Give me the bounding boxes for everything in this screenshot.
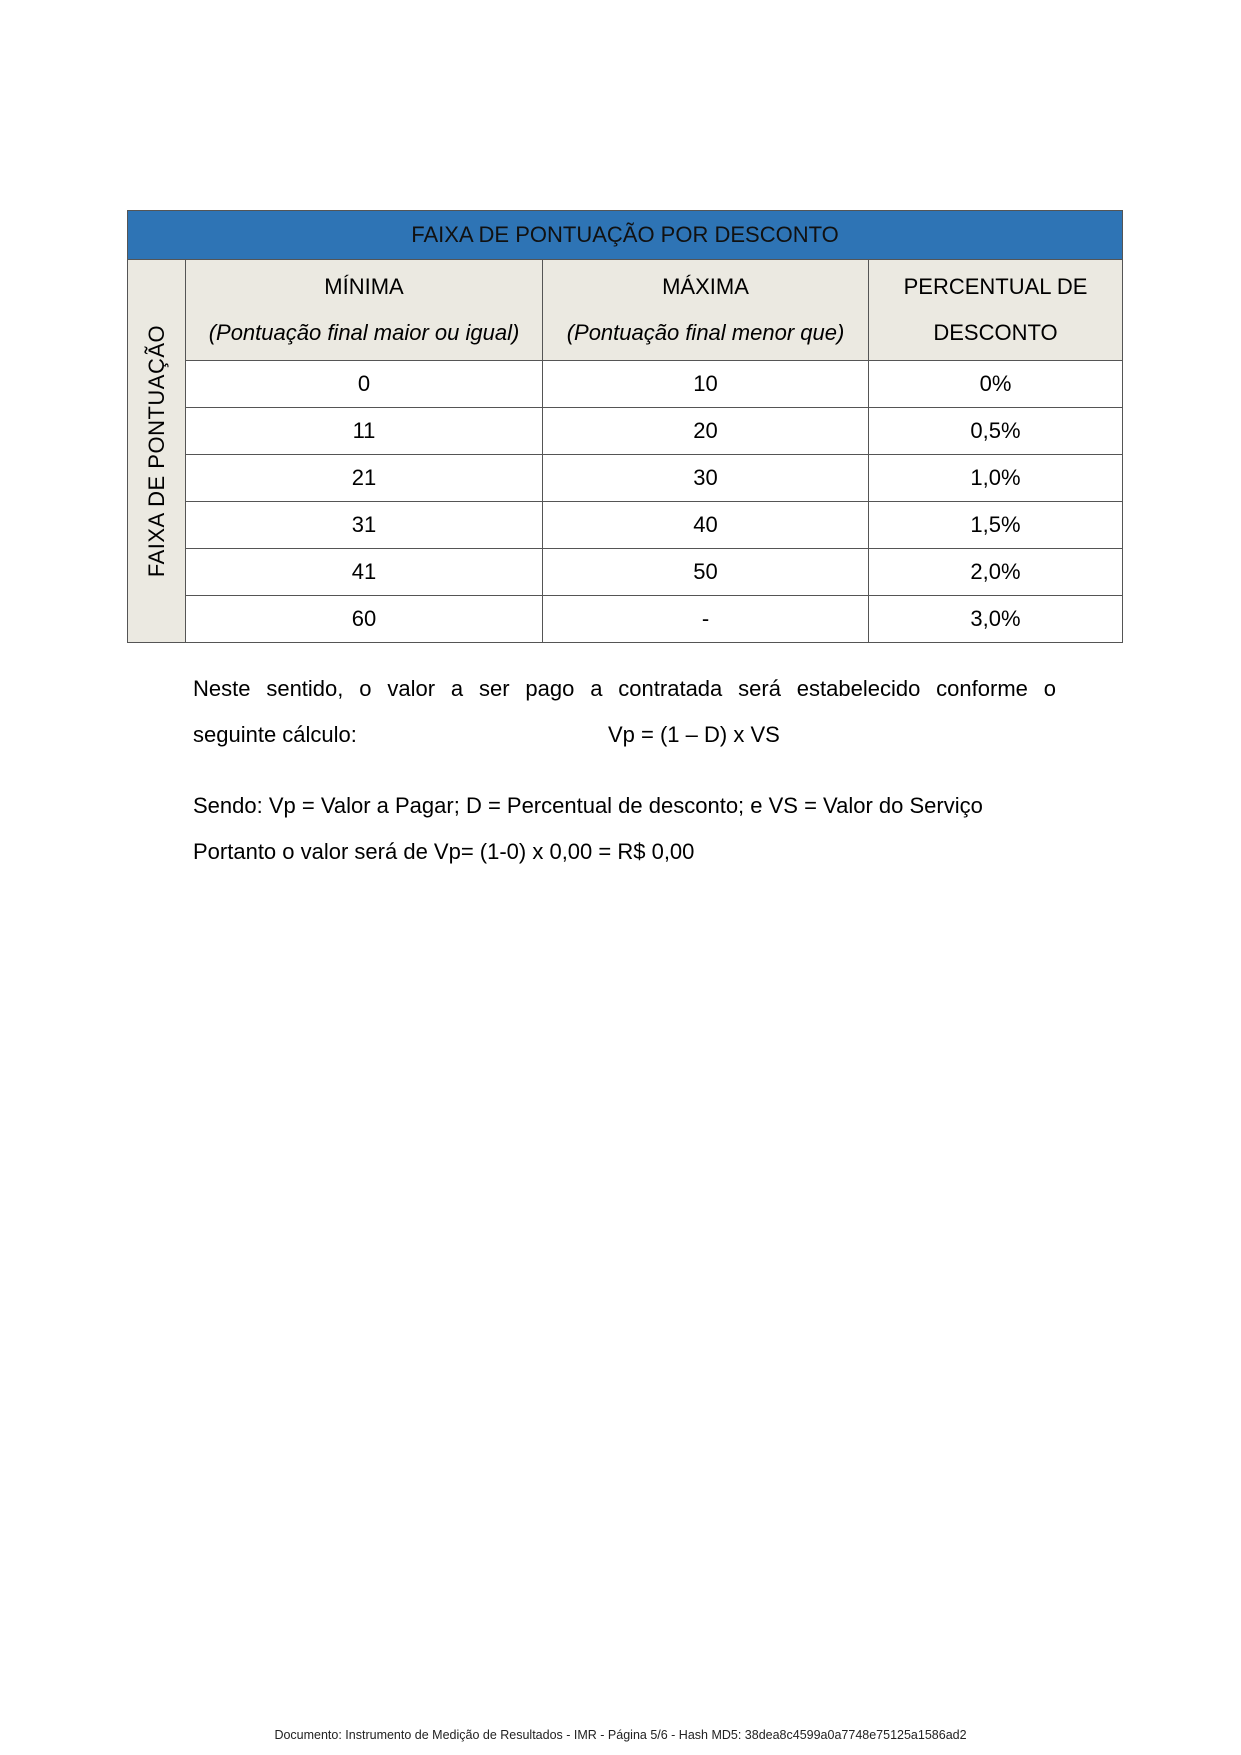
header-minima: [186, 260, 543, 361]
formula: Vp = (1 – D) x VS: [608, 722, 780, 747]
header-maxima-sub: (Pontuação final menor que): [566, 320, 845, 345]
cell-percent: 3,0%: [869, 596, 1123, 643]
cell-percent: 0%: [869, 361, 1123, 408]
cell-min: 31: [186, 502, 543, 549]
cell-max: 20: [543, 408, 869, 455]
side-label-cell: [128, 260, 186, 643]
table-title: FAIXA DE PONTUAÇÃO POR DESCONTO: [128, 211, 1123, 260]
side-label: FAIXA DE PONTUAÇÃO: [143, 324, 169, 578]
cell-percent: 1,5%: [869, 502, 1123, 549]
table-row: [128, 455, 1123, 502]
result-line: Portanto o valor será de Vp= (1-0) x 0,00 = R$ 0,00: [193, 839, 695, 864]
header-minima-label: MÍNIMA: [324, 274, 404, 299]
cell-percent: 1,0%: [869, 455, 1123, 502]
cell-max: 30: [543, 455, 869, 502]
table-row: [128, 361, 1123, 408]
cell-max: 10: [543, 361, 869, 408]
cell-min: 0: [186, 361, 543, 408]
header-minima-sub: (Pontuação final maior ou igual): [208, 320, 520, 345]
table-row: [128, 549, 1123, 596]
cell-min: 60: [186, 596, 543, 643]
cell-max: 40: [543, 502, 869, 549]
definitions-line: Sendo: Vp = Valor a Pagar; D = Percentual de desconto; e VS = Valor do Serviço: [193, 793, 983, 818]
header-percentual-sub: DESCONTO: [933, 320, 1058, 345]
cell-percent: 2,0%: [869, 549, 1123, 596]
paragraph-line-2-text: seguinte cálculo:: [193, 722, 357, 747]
table-row: [128, 502, 1123, 549]
table-row: [128, 408, 1123, 455]
header-maxima: [543, 260, 869, 361]
paragraph-line-1: Neste sentido, o valor a ser pago a contratada será estabelecido conforme o: [193, 676, 1056, 701]
cell-max: -: [543, 596, 869, 643]
cell-min: 21: [186, 455, 543, 502]
page-footer: Documento: Instrumento de Medição de Resultados - IMR - Página 5/6 - Hash MD5: 38dea8c4599a0a7748e75125a1586ad2: [274, 1728, 967, 1742]
header-percentual-label: PERCENTUAL DE: [903, 274, 1088, 299]
cell-min: 41: [186, 549, 543, 596]
header-percentual: [869, 260, 1123, 361]
cell-max: 50: [543, 549, 869, 596]
cell-min: 11: [186, 408, 543, 455]
discount-table: [127, 210, 1123, 643]
header-maxima-label: MÁXIMA: [662, 274, 749, 299]
table-row: [128, 596, 1123, 643]
cell-percent: 0,5%: [869, 408, 1123, 455]
